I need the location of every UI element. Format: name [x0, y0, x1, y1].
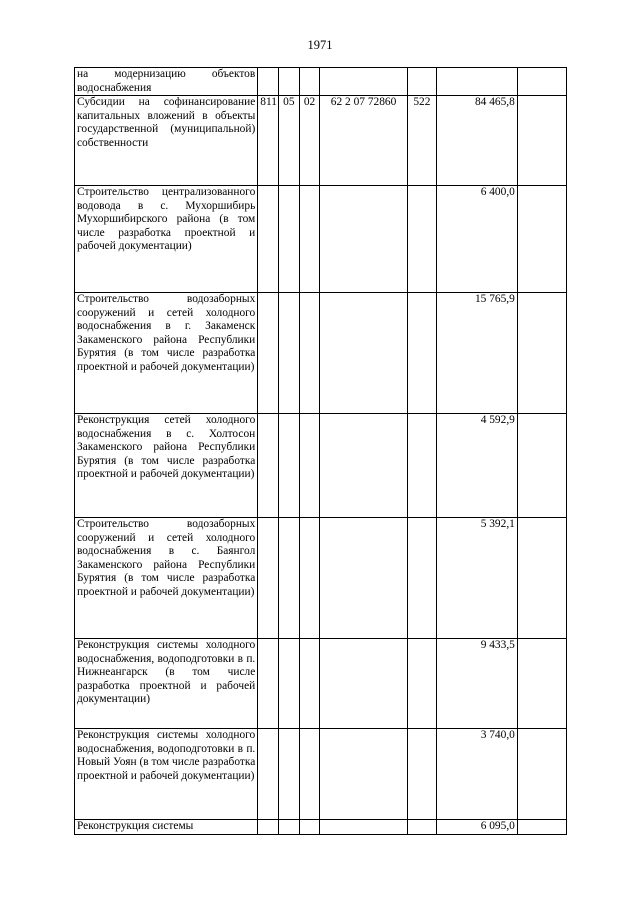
table-row [75, 414, 567, 518]
subsection-code [299, 186, 320, 293]
subsection-code [299, 820, 320, 835]
amount: 3 740,0 [437, 729, 518, 820]
ministry-code [258, 518, 279, 639]
amount [437, 68, 518, 96]
subsection-code [299, 639, 320, 729]
table-row [75, 68, 567, 96]
table-row [75, 293, 567, 414]
amount: 4 592,9 [437, 414, 518, 518]
ministry-code: 811 [258, 96, 279, 186]
subsection-code: 02 [299, 96, 320, 186]
amount: 6 400,0 [437, 186, 518, 293]
expense-type-code [407, 729, 436, 820]
subsection-code [299, 518, 320, 639]
amount: 9 433,5 [437, 639, 518, 729]
expense-type-code [407, 414, 436, 518]
expense-type-code [407, 293, 436, 414]
row-name: Реконструкция системы холодного водоснабжения, водоподготовки в п. Нижнеангарск (в том числе разработка проектной и рабочей документации) [75, 639, 258, 729]
expense-type-code [407, 820, 436, 835]
ministry-code [258, 414, 279, 518]
expense-type-code [407, 639, 436, 729]
section-code [278, 186, 299, 293]
table-row [75, 820, 567, 835]
table-row [75, 96, 567, 186]
target-article-code [320, 729, 407, 820]
row-name: Строительство водозаборных сооружений и сетей холодного водоснабжения в с. Баянгол Закаменского района Республики Бурятия (в том числе разработка проектной и рабочей документации) [75, 518, 258, 639]
ministry-code [258, 293, 279, 414]
subsection-code [299, 414, 320, 518]
empty-cell [517, 518, 566, 639]
empty-cell [517, 186, 566, 293]
amount: 15 765,9 [437, 293, 518, 414]
section-code [278, 293, 299, 414]
row-name: Реконструкция сетей холодного водоснабжения в с. Холтосон Закаменского района Республики Бурятия (в том числе разработка проектной и рабочей документации) [75, 414, 258, 518]
ministry-code [258, 186, 279, 293]
budget-table [74, 67, 567, 835]
expense-type-code [407, 68, 436, 96]
table-row [75, 639, 567, 729]
target-article-code [320, 293, 407, 414]
empty-cell [517, 414, 566, 518]
target-article-code: 62 2 07 72860 [320, 96, 407, 186]
row-name: Реконструкция системы холодного водоснабжения, водоподготовки в п. Новый Уоян (в том числе разработка проектной и рабочей документации) [75, 729, 258, 820]
amount: 5 392,1 [437, 518, 518, 639]
empty-cell [517, 820, 566, 835]
section-code [278, 68, 299, 96]
empty-cell [517, 293, 566, 414]
target-article-code [320, 639, 407, 729]
row-name: Строительство водозаборных сооружений и сетей холодного водоснабжения в г. Закаменск Закаменского района Республики Бурятия (в том числе разработка проектной и рабочей документации) [75, 293, 258, 414]
section-code [278, 820, 299, 835]
page-number: 1971 [307, 38, 333, 52]
row-name: Строительство централизованного водовода в с. Мухоршибирь Мухоршибирского района (в том числе разработка проектной и рабочей документации) [75, 186, 258, 293]
table-row [75, 186, 567, 293]
table-row [75, 518, 567, 639]
ministry-code [258, 68, 279, 96]
expense-type-code [407, 518, 436, 639]
amount: 84 465,8 [437, 96, 518, 186]
target-article-code [320, 518, 407, 639]
row-name: на модернизацию объектов водоснабжения [75, 68, 258, 96]
section-code [278, 729, 299, 820]
target-article-code [320, 186, 407, 293]
section-code [278, 639, 299, 729]
ministry-code [258, 820, 279, 835]
target-article-code [320, 414, 407, 518]
section-code [278, 414, 299, 518]
section-code [278, 518, 299, 639]
amount: 6 095,0 [437, 820, 518, 835]
ministry-code [258, 729, 279, 820]
subsection-code [299, 68, 320, 96]
expense-type-code [407, 186, 436, 293]
subsection-code [299, 293, 320, 414]
row-name: Субсидии на софинансирование капитальных вложений в объекты государственной (муниципальной) собственности [75, 96, 258, 186]
empty-cell [517, 68, 566, 96]
empty-cell [517, 96, 566, 186]
empty-cell [517, 729, 566, 820]
section-code: 05 [278, 96, 299, 186]
target-article-code [320, 820, 407, 835]
empty-cell [517, 639, 566, 729]
expense-type-code: 522 [407, 96, 436, 186]
table-row [75, 729, 567, 820]
subsection-code [299, 729, 320, 820]
ministry-code [258, 639, 279, 729]
target-article-code [320, 68, 407, 96]
row-name: Реконструкция системы [75, 820, 258, 835]
